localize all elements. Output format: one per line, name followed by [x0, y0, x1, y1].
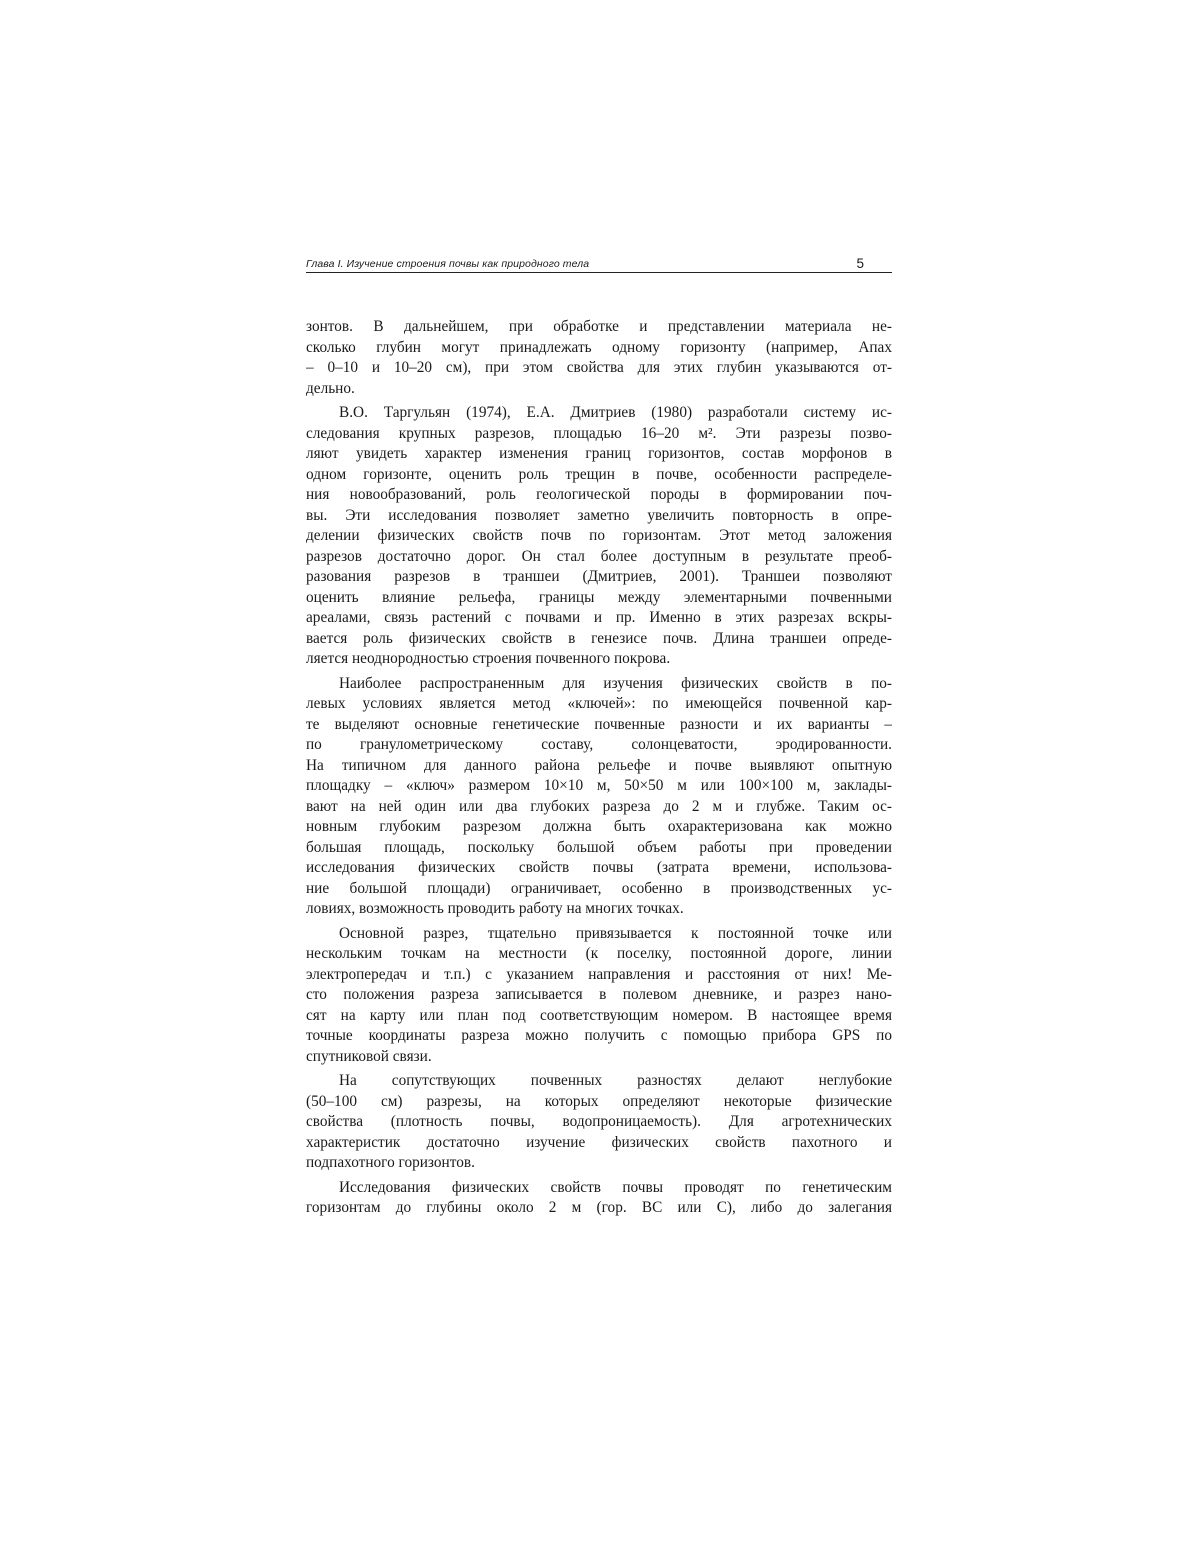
text-line: новным глубоким разрезом должна быть охарактеризована как можно	[306, 818, 892, 835]
paragraph	[306, 674, 892, 920]
text-line: сто положения разреза записывается в полевом дневнике, и разрез нано-	[306, 986, 892, 1003]
paragraph	[306, 1178, 892, 1219]
text-line: площадку – «ключ» размером 10×10 м, 50×50 м или 100×100 м, заклады-	[306, 777, 892, 794]
text-line: большая площадь, поскольку большой объем работы при проведении	[306, 838, 892, 856]
text-line: подпахотного горизонтов.	[306, 1154, 475, 1171]
paragraph	[306, 924, 892, 1068]
body-text	[306, 317, 892, 1219]
text-line: разрезов достаточно дорог. Он стал более доступным в результате преоб-	[306, 547, 892, 565]
page-number: 5	[856, 256, 864, 271]
text-line: по гранулометрическому составу, солонцеватости, эродированности.	[306, 736, 892, 753]
text-line: зонтов. В дальнейшем, при обработке и представлении материала не-	[306, 318, 892, 335]
text-line: (50–100 см) разрезы, на которых определяют некоторые физические	[306, 1092, 892, 1110]
paragraph	[306, 1071, 892, 1174]
text-line: Основной разрез, тщательно привязывается к постоянной точке или	[339, 924, 892, 942]
text-line: ляется неоднородностью строения почвенного покрова.	[306, 650, 671, 667]
text-line: ареалами, связь растений с почвами и пр. Именно в этих разрезах вскры-	[306, 609, 892, 626]
text-line: одном горизонте, оценить роль трещин в почве, особенности распределе-	[306, 465, 892, 483]
text-line: Исследования физических свойств почвы проводят по генетическим	[339, 1178, 892, 1196]
text-line: следования крупных разрезов, площадью 16–20 м². Эти разрезы позво-	[306, 424, 892, 442]
text-line: точные координаты разреза можно получить с помощью прибора GPS по	[306, 1027, 892, 1044]
text-line: сколько глубин могут принадлежать одному горизонту (например, Апах	[306, 338, 892, 356]
text-line: характеристик достаточно изучение физических свойств пахотного и	[306, 1133, 892, 1151]
text-line: На типичном для данного района рельефе и почве выявляют опытную	[306, 756, 892, 774]
text-line: ния новообразований, роль геологической породы в формировании поч-	[306, 486, 892, 503]
text-line: электропередач и т.п.) с указанием направления и расстояния от них! Ме-	[306, 965, 892, 983]
paragraph	[306, 403, 892, 670]
text-line: ние большой площади) ограничивает, особенно в производственных ус-	[306, 879, 892, 897]
text-line: горизонтам до глубины около 2 м (гор. ВС или С), либо до залегания	[306, 1199, 892, 1216]
text-line: сят на карту или план под соответствующим номером. В настоящее время	[306, 1006, 892, 1024]
text-line: дельно.	[306, 379, 355, 397]
text-line: нескольким точкам на местности (к поселку, постоянной дороге, линии	[306, 945, 892, 962]
text-line: те выделяют основные генетические почвенные разности и их варианты –	[306, 715, 892, 733]
text-line: свойства (плотность почвы, водопроницаемость). Для агротехнических	[306, 1113, 892, 1130]
text-line: вается роль физических свойств в генезисе почв. Длина траншеи опреде-	[306, 629, 892, 647]
book-page	[306, 256, 892, 1223]
chapter-title: Глава I. Изучение строения почвы как природного тела	[306, 258, 590, 270]
text-line: левых условиях является метод «ключей»: по имеющейся почвенной кар-	[306, 695, 892, 712]
text-line: спутниковой связи.	[306, 1047, 432, 1065]
text-line: делении физических свойств почв по горизонтам. Этот метод заложения	[306, 527, 892, 544]
text-line: На сопутствующих почвенных разностях делают неглубокие	[339, 1072, 892, 1089]
text-line: исследования физических свойств почвы (затрата времени, использова-	[306, 859, 892, 876]
text-line: – 0–10 и 10–20 см), при этом свойства для этих глубин указываются от-	[306, 359, 892, 376]
text-line: оценить влияние рельефа, границы между элементарными почвенными	[306, 588, 892, 606]
text-line: В.О. Таргульян (1974), Е.А. Дмитриев (1980) разработали систему ис-	[339, 404, 892, 421]
running-head	[306, 256, 892, 273]
text-line: Наиболее распространенным для изучения физических свойств в по-	[339, 674, 892, 692]
paragraph	[306, 317, 892, 399]
text-line: вают на ней один или два глубоких разреза до 2 м и глубже. Таким ос-	[306, 797, 892, 815]
text-line: разования разрезов в траншеи (Дмитриев, 2001). Траншеи позволяют	[306, 568, 892, 585]
text-line: ловиях, возможность проводить работу на многих точках.	[306, 900, 684, 917]
text-line: вы. Эти исследования позволяет заметно увеличить повторность в опре-	[306, 506, 892, 524]
text-line: ляют увидеть характер изменения границ горизонтов, состав морфонов в	[306, 445, 892, 462]
